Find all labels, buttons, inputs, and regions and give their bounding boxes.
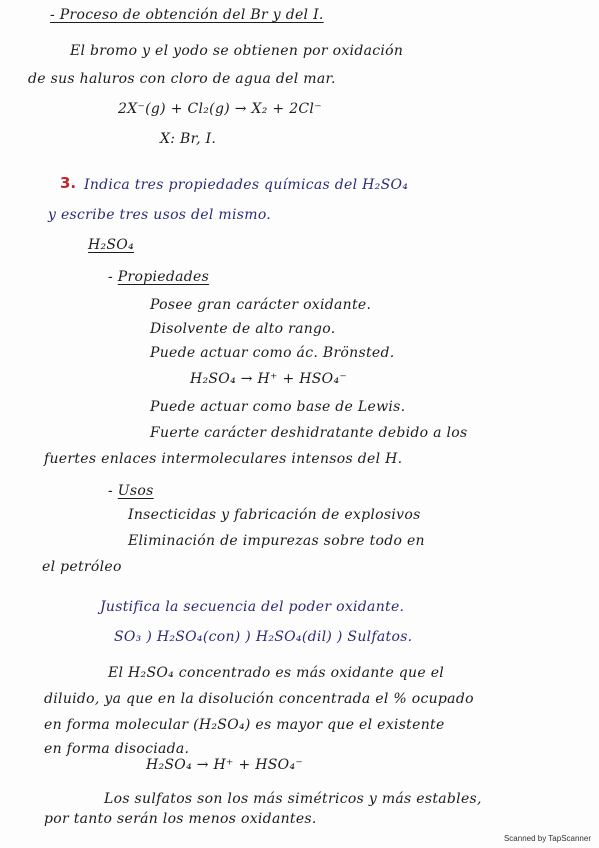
property-item: Fuerte carácter deshidratante debido a los (150, 425, 468, 441)
subheading-text: Propiedades (117, 269, 210, 285)
question-number: 3. (60, 174, 77, 192)
question-text: y escribe tres usos del mismo. (48, 207, 272, 223)
line-text: El bromo y el yodo se obtienen por oxidación (70, 43, 404, 59)
line-heading-br-i (50, 6, 324, 24)
section-heading-h2so4: H₂SO₄ (88, 237, 135, 253)
equation-dissociation: H₂SO₄ → H⁺ + HSO₄⁻ (146, 757, 304, 773)
question-text: Indica tres propiedades químicas del H₂SO₄ (84, 177, 409, 193)
subheading-text: Usos (117, 483, 154, 499)
property-item: Puede actuar como base de Lewis. (150, 399, 406, 415)
line-text: de sus haluros con cloro de agua del mar. (28, 71, 336, 87)
heading-text: - Proceso de obtención del Br y del I. (50, 7, 324, 23)
subheading-usos (108, 482, 154, 500)
line-text: X: Br, I. (160, 131, 217, 147)
dash: - (108, 269, 118, 285)
subheading-propiedades (108, 268, 209, 286)
use-item: Insecticidas y fabricación de explosivos (128, 507, 421, 523)
property-item: Puede actuar como ác. Brönsted. (150, 345, 395, 361)
dash: - (108, 483, 118, 499)
equation-dissociation: H₂SO₄ → H⁺ + HSO₄⁻ (190, 371, 348, 387)
answer-text: El H₂SO₄ concentrado es más oxidante que el (108, 665, 445, 681)
property-item: fuertes enlaces intermoleculares intensos del H. (44, 451, 403, 467)
oxidizing-sequence: SO₃ ) H₂SO₄(con) ) H₂SO₄(dil) ) Sulfatos. (114, 629, 413, 645)
scanner-watermark: Scanned by TapScanner (503, 834, 591, 843)
answer-text: por tanto serán los menos oxidantes. (44, 811, 317, 827)
answer-text: en forma disociada. (44, 741, 190, 757)
use-item: Eliminación de impurezas sobre todo en (128, 533, 425, 549)
answer-text: Los sulfatos son los más simétricos y más estables, (104, 791, 482, 807)
property-item: Posee gran carácter oxidante. (150, 297, 372, 313)
property-item: Disolvente de alto rango. (150, 321, 336, 337)
answer-text: en forma molecular (H₂SO₄) es mayor que el existente (44, 717, 445, 733)
equation-halide-oxidation: 2X⁻(g) + Cl₂(g) → X₂ + 2Cl⁻ (118, 101, 322, 117)
question-text: Justifica la secuencia del poder oxidante. (100, 599, 405, 615)
answer-text: diluido, ya que en la disolución concentrada el % ocupado (44, 691, 474, 707)
use-item: el petróleo (42, 559, 122, 575)
